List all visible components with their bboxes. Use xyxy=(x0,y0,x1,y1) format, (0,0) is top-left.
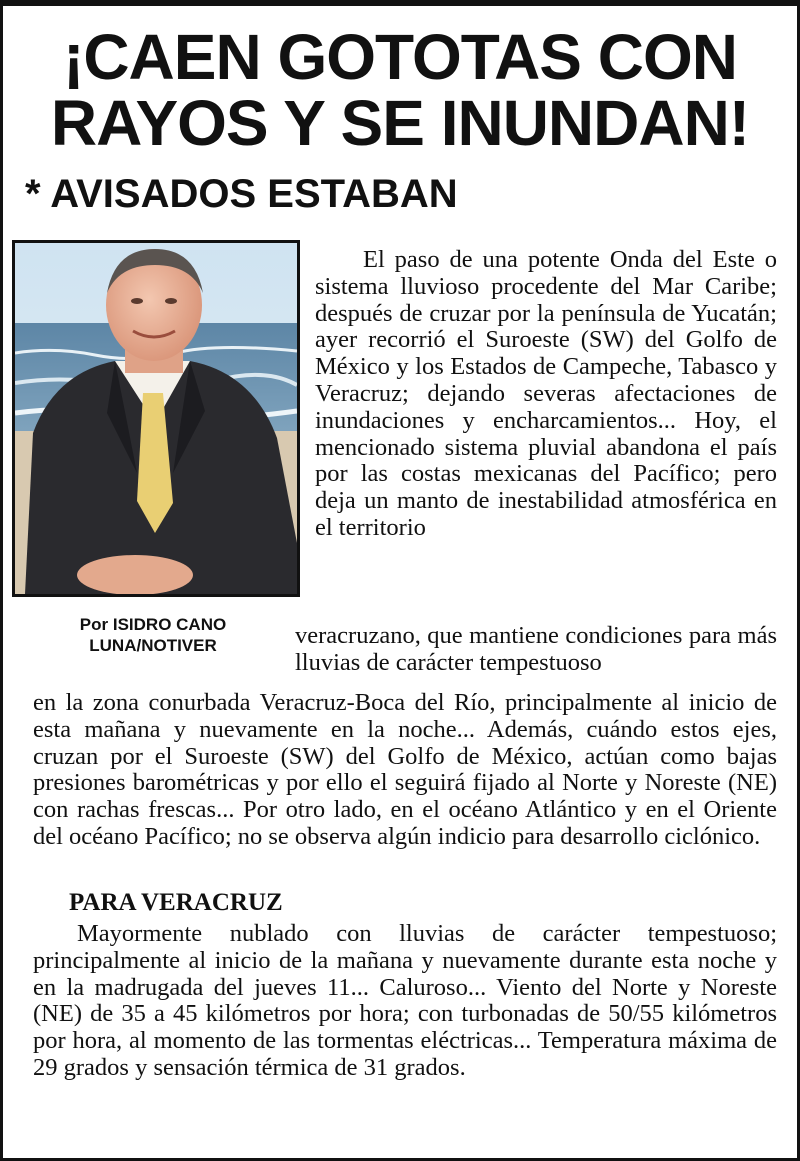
paragraph-1-part-1: El paso de una potente Onda del Este o sistema lluvioso procedente del Mar Caribe; después de cruzar por la península de Yucatán; ayer recorrió el Suroeste (SW) del Golfo de México y los Estados de Campeche, Tabasco y Veracruz; dejando severas afectaciones de inundaciones y encharcamientos... Hoy, el mencionado sistema pluvial abandona el país por las costas mexicanas del Pacífico; pero deja un manto de inestabilidad atmosférica en el territorio xyxy=(315,246,777,541)
forecast-paragraph-column xyxy=(33,921,777,1082)
section-title: PARA VERACRUZ xyxy=(69,889,283,916)
byline-author: Por ISIDRO CANO xyxy=(79,615,227,634)
paragraph-1-full-width xyxy=(33,690,777,851)
top-border xyxy=(3,0,797,6)
paragraph-1-part-2: veracruzano, que mantiene condiciones para más lluvias de carácter tempestuoso xyxy=(295,622,777,676)
headline xyxy=(3,21,797,159)
paragraph-1-column xyxy=(315,247,777,542)
byline xyxy=(23,614,283,656)
byline-source: LUNA/NOTIVER xyxy=(89,636,217,655)
paragraph-1-part-3: en la zona conurbada Veracruz-Boca del Río, principalmente al inicio de esta mañana y nuevamente en la noche... Además, cuándo estos ejes, cruzan por el Suroeste (SW) del Golfo de México, actúan como bajas presiones barométricas y por ello el seguirá fijado al Norte y Noreste (NE) con rachas frescas... Por otro lado, en el océano Atlántico y en el Oriente del océano Pacífico; no se observa algún indicio para desarrollo ciclónico. xyxy=(33,689,777,850)
subheadline: * AVISADOS ESTABAN xyxy=(25,172,458,216)
portrait-photo-icon xyxy=(15,243,297,594)
paragraph-1-continued xyxy=(295,623,777,677)
author-photo xyxy=(12,240,300,597)
headline-line-2: RAYOS Y SE INUNDAN! xyxy=(50,87,750,159)
forecast-paragraph: Mayormente nublado con lluvias de carácter tempestuoso; principalmente al inicio de la mañana y nuevamente durante esta noche y en la madrugada del jueves 11... Caluroso... Viento del Norte y Noreste (NE) de 35 a 45 kilómetros por hora; con turbonadas de 50/55 kilómetros por hora, al momento de las tormentas eléctricas... Temperatura máxima de 29 grados y sensación térmica de 31 grados. xyxy=(33,920,777,1081)
headline-line-1: ¡CAEN GOTOTAS CON xyxy=(63,21,737,93)
